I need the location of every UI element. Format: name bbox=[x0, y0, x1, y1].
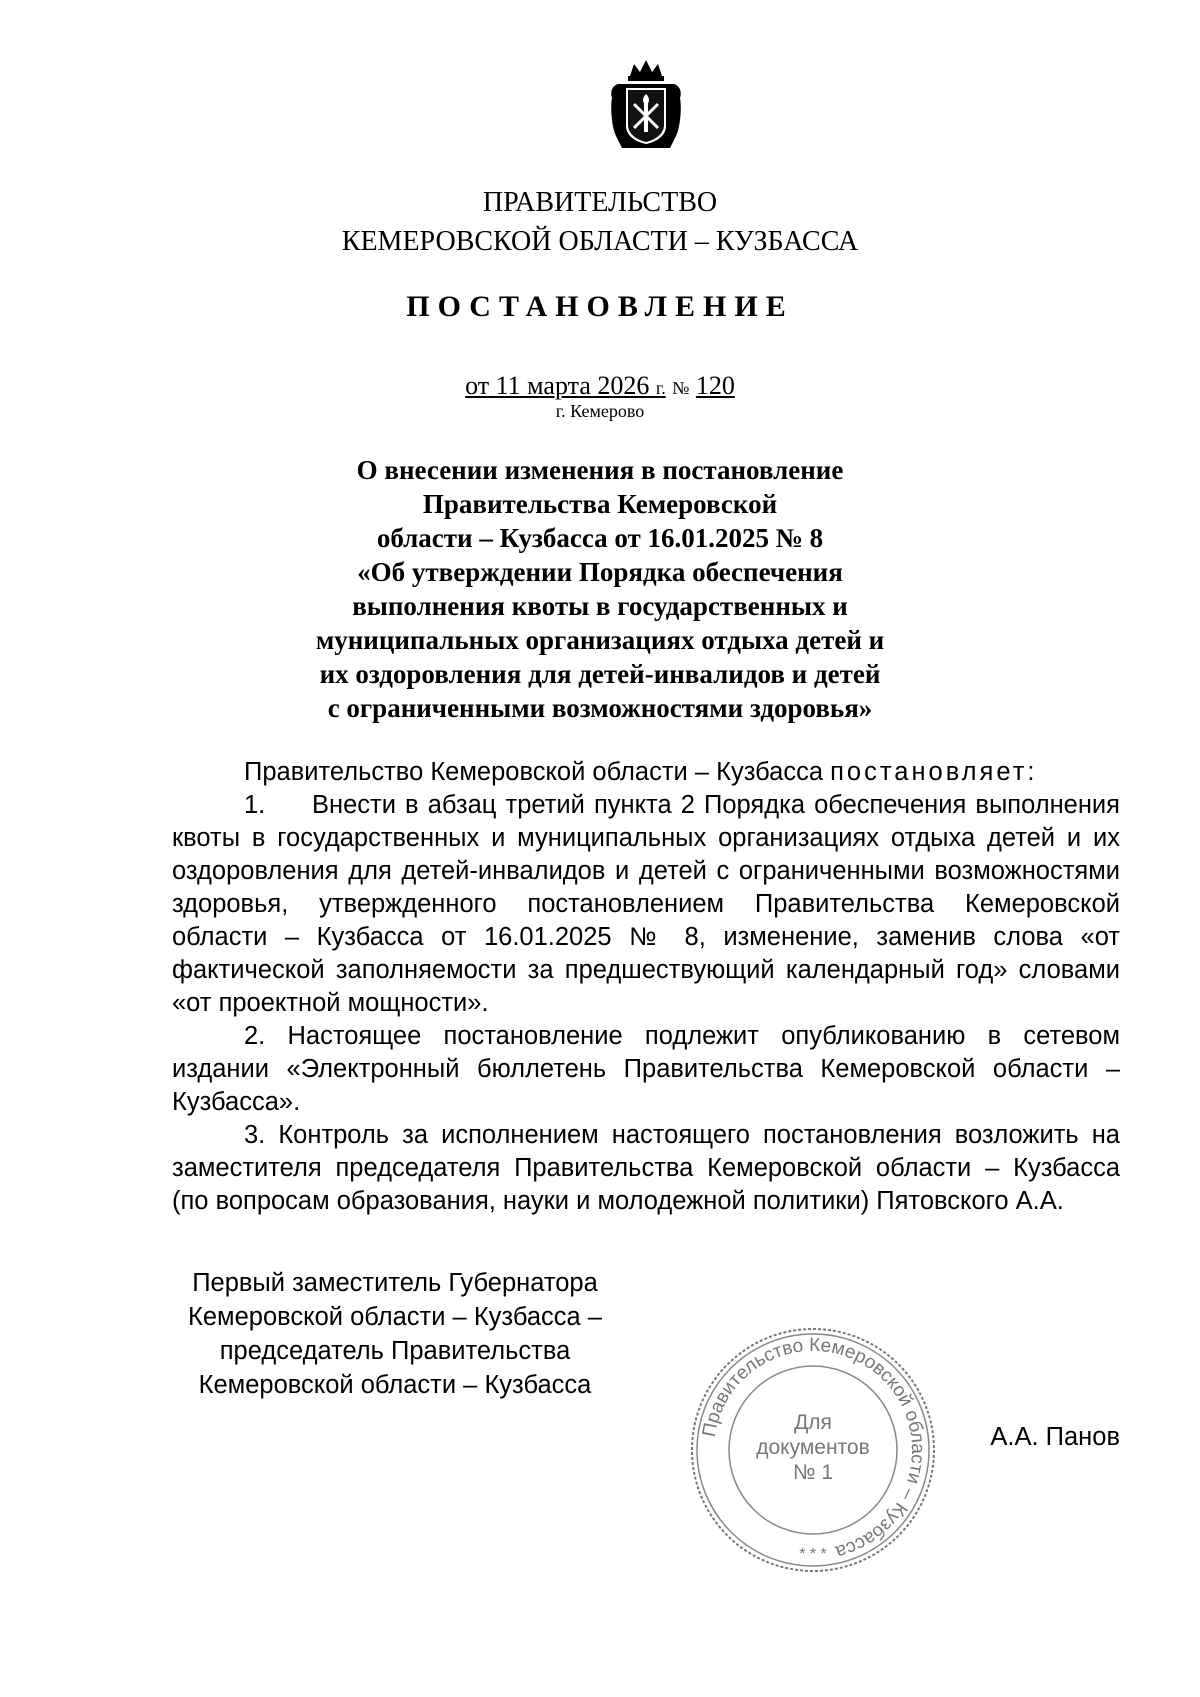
signer-name: А.А. Панов bbox=[990, 1423, 1120, 1451]
subject-line: их оздоровления для детей-инвалидов и детей bbox=[319, 659, 881, 689]
subject-line: «Об утверждении Порядка обеспечения bbox=[357, 557, 843, 587]
header-government: ПРАВИТЕЛЬСТВО bbox=[482, 187, 718, 218]
body-item-3: 3. Контроль за исполнением настоящего постановления возложить на заместителя председателя Правительства Кемеровской области – Кузбасса (по вопросам образования, науки и молодежной политики) Пятовского А.А. bbox=[172, 1121, 1120, 1215]
subject-line: с ограниченными возможностями здоровья» bbox=[327, 693, 873, 723]
signer-title bbox=[170, 1266, 620, 1402]
stamp-center-line: № 1 bbox=[792, 1461, 834, 1484]
official-stamp bbox=[688, 1325, 938, 1580]
signer-title-line: Кемеровской области – Кузбасса bbox=[198, 1371, 592, 1399]
subject-line: Правительства Кемеровской bbox=[422, 489, 778, 519]
city-label: г. Кемерово bbox=[555, 401, 645, 421]
signer-title-line: Кемеровской области – Кузбасса – bbox=[188, 1303, 602, 1331]
subject-line: выполнения квоты в государственных и bbox=[352, 591, 848, 621]
document-subject bbox=[0, 453, 1200, 725]
date-value: от 11 марта 2026 г. bbox=[465, 371, 666, 400]
body-item-1: 1. Внести в абзац третий пункта 2 Порядка обеспечения выполнения квоты в государственных и муниципальных организациях отдыха детей и их оздоровления для детей-инвалидов и детей с ограниченными возможностями здоровья, утвержденного постановлением Правительства Кемеровской области – Кузбасса от 16.01.2025 № 8, изменение, заменив слова «от фактической заполняемости за предшествующий календарный год» словами «от проектной мощности». bbox=[172, 791, 1120, 1017]
document-body bbox=[172, 756, 1120, 1218]
number-sign: № bbox=[672, 378, 690, 398]
body-intro: Правительство Кемеровской области – Кузбасса постановляет: bbox=[244, 758, 1038, 786]
body-item-2: 2. Настоящее постановление подлежит опубликованию в сетевом издании «Электронный бюллетень Правительства Кемеровской области – Кузбасса». bbox=[172, 1022, 1120, 1116]
subject-line: области – Кузбасса от 16.01.2025 № 8 bbox=[376, 523, 824, 553]
stamp-center-line: документов bbox=[756, 1436, 870, 1459]
subject-line: О внесении изменения в постановление bbox=[356, 455, 844, 485]
date-number-line bbox=[0, 371, 1200, 401]
document-number: 120 bbox=[695, 371, 735, 400]
stamp-ring-text: Правительство Кемеровской области – Кузбасса bbox=[698, 1334, 929, 1563]
stamp-center-line: Для bbox=[794, 1411, 832, 1434]
subject-line: муниципальных организациях отдыха детей и bbox=[315, 625, 885, 655]
document-type-title: ПОСТАНОВЛЕНИЕ bbox=[406, 290, 794, 323]
signer-title-line: председатель Правительства bbox=[219, 1337, 571, 1365]
coat-of-arms-emblem bbox=[608, 58, 684, 159]
stamp-stars: * * * bbox=[799, 1546, 827, 1563]
header-region: КЕМЕРОВСКОЙ ОБЛАСТИ – КУЗБАССА bbox=[341, 226, 859, 257]
signer-title-line: Первый заместитель Губернатора bbox=[192, 1269, 598, 1297]
